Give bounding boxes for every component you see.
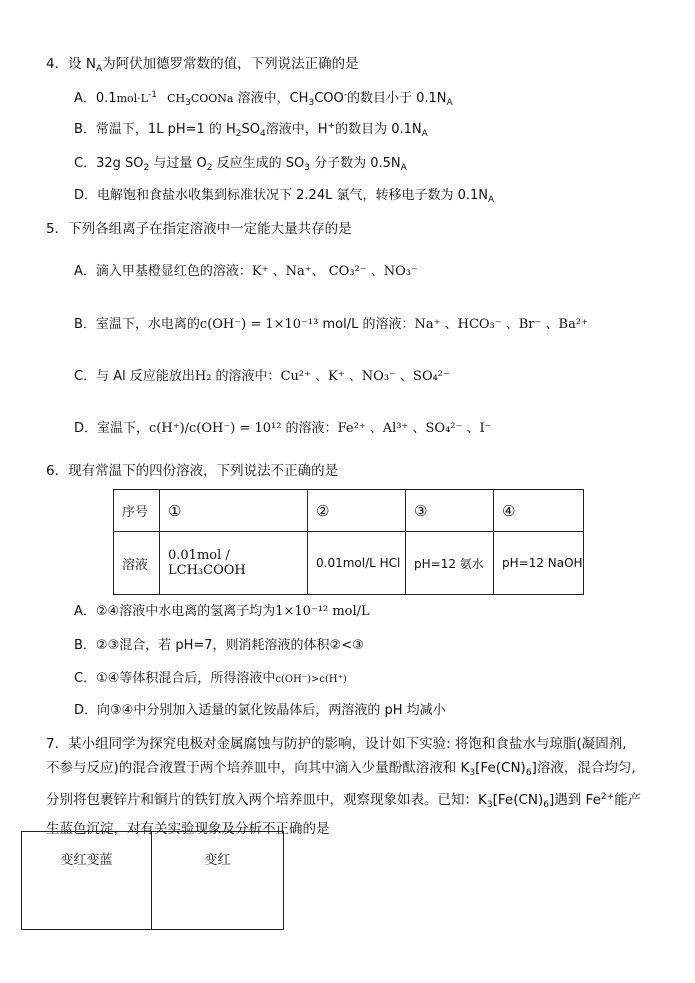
table-cell: ① bbox=[160, 490, 308, 532]
q7-line: 7．某小组同学为探究电极对金属腐蚀与防护的影响，设计如下实验: 将饱和食盐水与琼脂(凝固剂, bbox=[46, 736, 627, 752]
q4-stem: 4．设 $N_A$为阿伏加德罗常数的值，下列说法正确的是 bbox=[46, 56, 359, 74]
q7-line: 分别将包裹锌片和铜片的铁钉放入两个培养皿中，观察现象如表。已知：$K_3[Fe(CN)_6]$遇到 $Fe^{2+}$能产 bbox=[46, 792, 642, 810]
table-row bbox=[22, 832, 284, 930]
q4-option-c: C．32g $SO_2$ 与过量 $O_2$ 反应生成的 $SO_3$ 分子数为 $0.5N_A$ bbox=[74, 156, 407, 173]
q5-option-b: B．室温下，水电离的c(OH⁻) = 1×10⁻¹³ mol/L 的溶液：Na⁺ 、HCO₃⁻ 、Br⁻ 、Ba²⁺ bbox=[74, 317, 588, 332]
table-row bbox=[114, 532, 584, 595]
q6-stem: 6．现有常温下的四份溶液，下列说法不正确的是 bbox=[46, 463, 339, 479]
q4-option-d: D．电解饱和食盐水收集到标准状况下 2.24L 氯气，转移电子数为 $0.1N_A$ bbox=[74, 188, 495, 205]
q6-option-b: B．②③混合，若 pH=7，则消耗溶液的体积②<③ bbox=[74, 638, 364, 653]
q4-option-b: B．常温下，1L pH=1 的 $H_2SO_4$溶液中，H+的数目为 $0.1N_A$ bbox=[74, 121, 428, 139]
q4-option-a: A．$0.1mol\cdot L^{-1}$ $CH_3COONa$ 溶液中，$CH_3COO^-$的数目小于 $0.1N_A$ bbox=[74, 90, 453, 108]
q5-option-a: A．滴入甲基橙显红色的溶液：K⁺ 、Na⁺、 CO₃²⁻ 、NO₃⁻ bbox=[74, 264, 418, 279]
table-cell: ③ bbox=[406, 490, 494, 532]
table-cell: pH=12 NaOH bbox=[494, 532, 584, 595]
q6-option-d: D．向③④中分别加入适量的氯化铵晶体后，两溶液的 pH 均减小 bbox=[74, 703, 446, 718]
q7-table bbox=[21, 831, 284, 930]
table-cell: 变红 bbox=[152, 832, 284, 930]
table-cell: pH=12 氨水 bbox=[406, 532, 494, 595]
table-cell: 溶液 bbox=[114, 532, 160, 595]
q6-option-a: A．②④溶液中水电离的氢离子均为1×10⁻¹² mol/L bbox=[74, 604, 370, 619]
table-row bbox=[114, 490, 584, 532]
table-cell: 序号 bbox=[114, 490, 160, 532]
table-cell: 变红变蓝 bbox=[22, 832, 152, 930]
q7-line: 生蓝色沉淀，对有关实验现象及分析不正确的是 bbox=[46, 821, 330, 837]
table-cell: ④ bbox=[494, 490, 584, 532]
table-cell: 0.01mol / LCH₃COOH bbox=[160, 532, 308, 595]
q6-option-c: C．①④等体积混合后，所得溶液中c(OH⁻)>c(H⁺) bbox=[74, 671, 347, 686]
table-cell: 0.01mol/L HCl bbox=[308, 532, 406, 595]
q5-option-c: C．与 Al 反应能放出H₂ 的溶液中：Cu²⁺ 、K⁺ 、NO₃⁻ 、SO₄²⁻ bbox=[74, 369, 450, 384]
q7-stem bbox=[46, 732, 656, 841]
q7-line: 不参与反应)的混合液置于两个培养皿中，向其中滴入少量酚酞溶液和 $K_3[Fe(CN)_6]$溶液，混合均匀, bbox=[46, 760, 636, 778]
table-cell: ② bbox=[308, 490, 406, 532]
q5-option-d: D．室温下，c(H⁺)/c(OH⁻) = 10¹² 的溶液：Fe²⁺ 、Al³⁺ 、SO₄²⁻ 、I⁻ bbox=[74, 421, 492, 436]
q6-table bbox=[113, 489, 584, 595]
q5-stem: 5．下列各组离子在指定溶液中一定能大量共存的是 bbox=[46, 221, 352, 237]
